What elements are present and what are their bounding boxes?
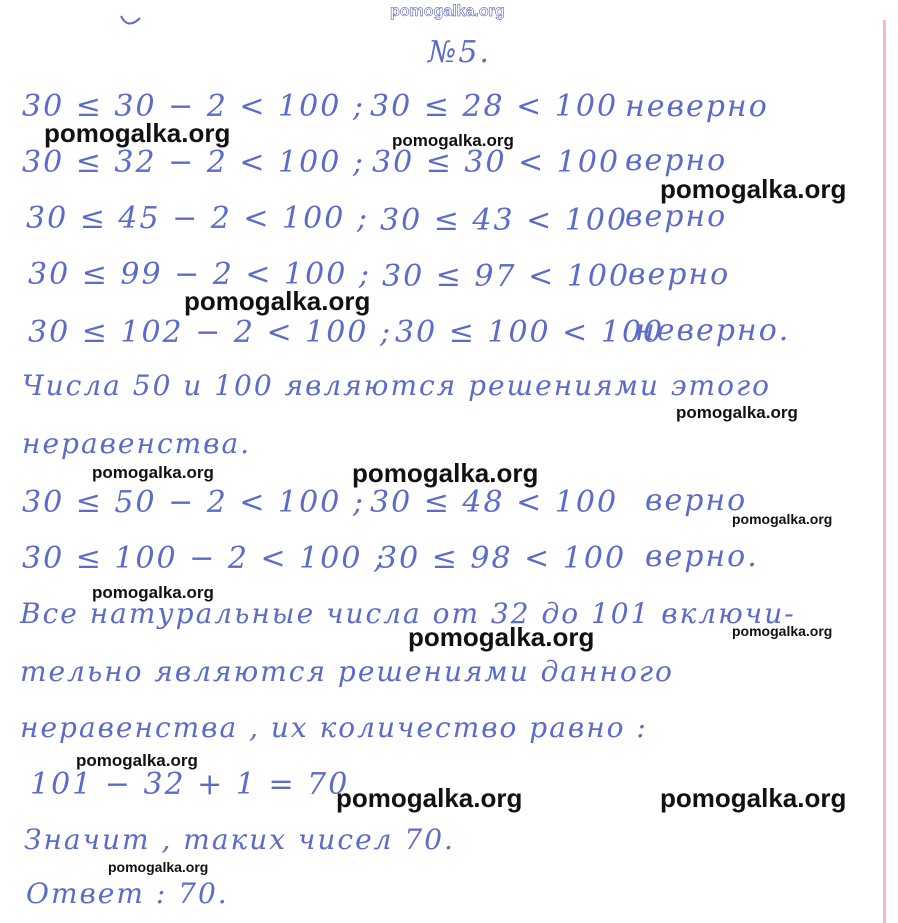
text1-line1: Числа 50 и 100 являются решениями этого <box>22 369 771 402</box>
watermark: pomogalka.org <box>352 458 539 488</box>
watermark: pomogalka.org <box>108 859 209 875</box>
watermark: pomogalka.org <box>336 783 523 813</box>
row2-1-left: 30 ≤ 50 − 2 < 100 ; <box>22 485 365 520</box>
text2-line2: тельно являются решениями данного <box>20 655 674 688</box>
watermark: pomogalka.org <box>44 118 231 148</box>
ink-mark <box>118 10 148 30</box>
text1-line2: неравенства. <box>22 427 252 460</box>
answer: Ответ : 70. <box>26 877 229 910</box>
row-3-left: 30 ≤ 45 − 2 < 100 ; <box>26 201 369 236</box>
row2-1-right: 30 ≤ 48 < 100 <box>370 485 619 520</box>
row-1-verdict: неверно <box>625 89 769 124</box>
watermark: pomogalka.org <box>676 403 798 422</box>
row2-2-verdict: верно. <box>645 539 759 574</box>
row-3-right: 30 ≤ 43 < 100 <box>380 203 629 238</box>
row-1-right: 30 ≤ 28 < 100 <box>370 89 619 124</box>
watermark: pomogalka.org <box>732 623 833 639</box>
watermark: pomogalka.org <box>184 286 371 316</box>
calculation: 101 − 32 + 1 = 70 <box>30 767 350 802</box>
text2-line1: Все натуральные числа от 32 до 101 включи- <box>20 597 796 630</box>
watermark: pomogalka.org <box>392 131 514 150</box>
watermark: pomogalka.org <box>408 622 595 652</box>
row-5-right: 30 ≤ 100 < 100 <box>395 315 665 350</box>
row-2-verdict: верно <box>625 143 728 178</box>
watermark: pomogalka.org <box>660 783 847 813</box>
task-number: №5. <box>428 35 492 70</box>
row-5-verdict: неверно. <box>635 313 791 348</box>
row2-1-verdict: верно <box>645 483 748 518</box>
row2-2-left: 30 ≤ 100 − 2 < 100 ; <box>22 541 387 576</box>
row-4-verdict: верно <box>628 257 731 292</box>
watermark: pomogalka.org <box>660 174 847 204</box>
row-4-right: 30 ≤ 97 < 100 <box>382 259 631 294</box>
row-2-left: 30 ≤ 32 − 2 < 100 ; <box>22 145 365 180</box>
margin-line <box>883 20 886 923</box>
watermark: pomogalka.org <box>76 751 198 770</box>
row-2-right: 30 ≤ 30 < 100 <box>372 145 621 180</box>
row-3-verdict: верно <box>625 199 728 234</box>
site-header[interactable]: pomogalka.org <box>390 3 505 20</box>
watermark: pomogalka.org <box>92 583 214 602</box>
watermark: pomogalka.org <box>732 511 833 527</box>
row-1-left: 30 ≤ 30 − 2 < 100 ; <box>22 89 365 124</box>
watermark: pomogalka.org <box>92 463 214 482</box>
row-5-left: 30 ≤ 102 − 2 < 100 ; <box>28 315 393 350</box>
row-4-left: 30 ≤ 99 − 2 < 100 ; <box>28 257 371 292</box>
text2-line3: неравенства , их количество равно : <box>20 711 648 744</box>
row2-2-right: 30 ≤ 98 < 100 <box>378 541 627 576</box>
conclusion: Значит , таких чисел 70. <box>24 823 455 856</box>
